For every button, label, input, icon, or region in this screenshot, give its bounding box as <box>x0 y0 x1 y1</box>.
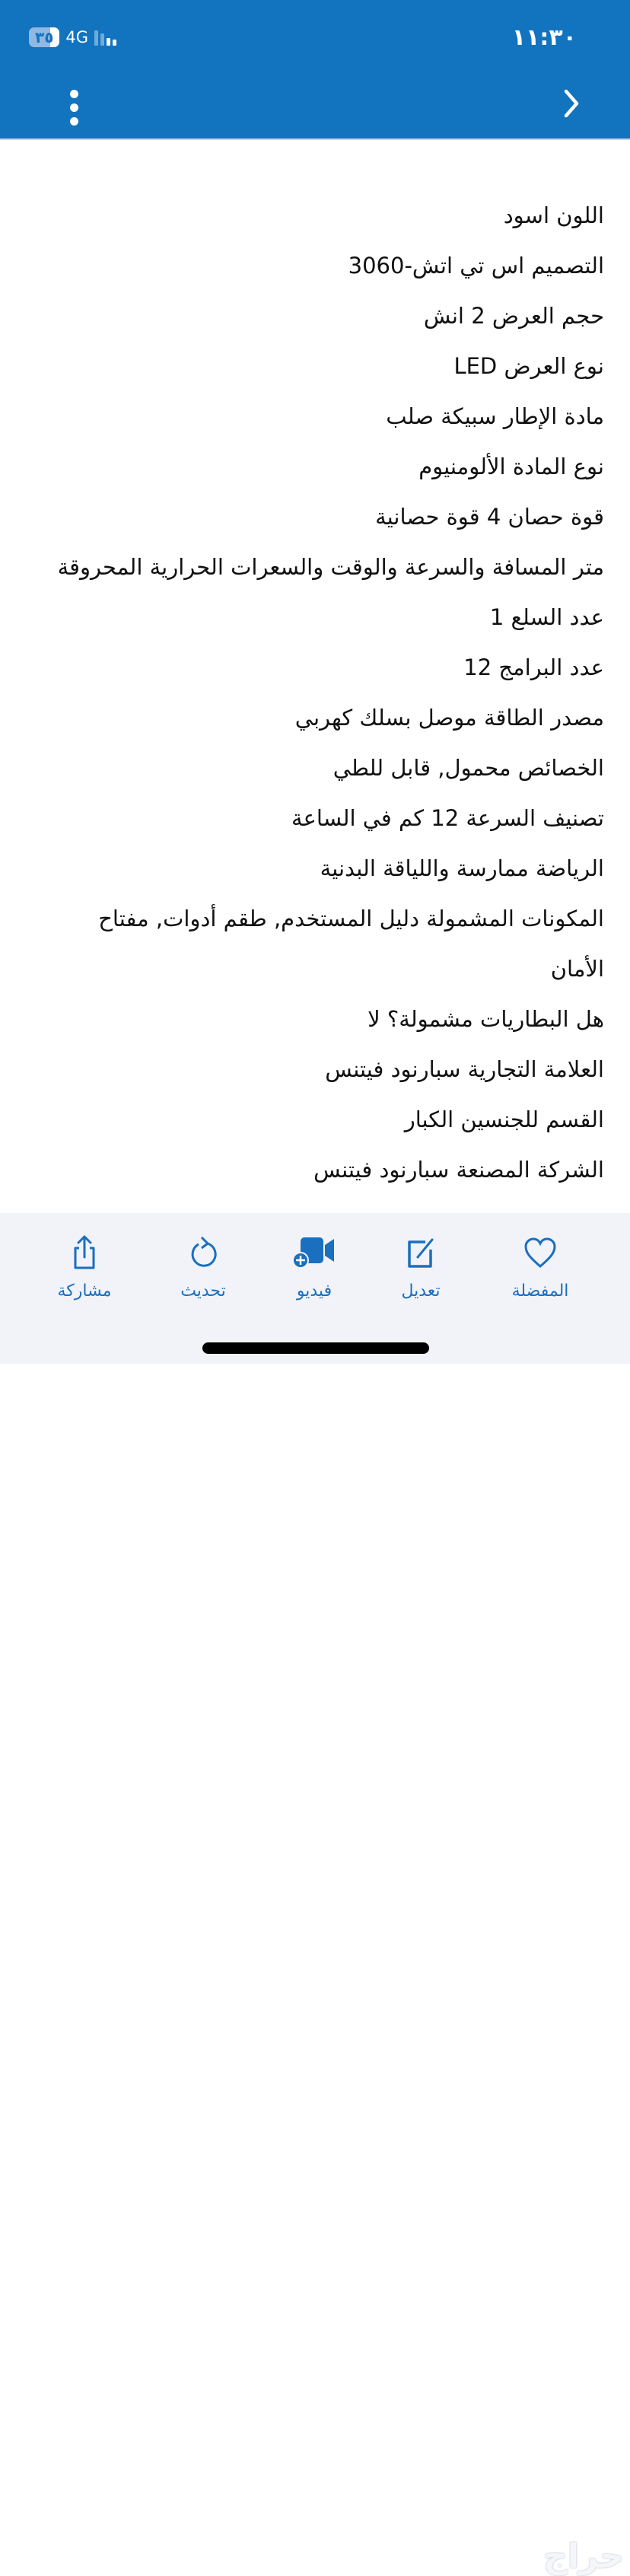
status-indicators <box>29 27 116 47</box>
product-specs <box>46 190 604 1195</box>
spec-line: قوة حصان 4 قوة حصانية <box>375 504 604 530</box>
network-type: 4G <box>65 28 89 46</box>
spec-line: مصدر الطاقة موصل بسلك كهربي <box>294 705 604 731</box>
spec-line: الخصائص محمول, قابل للطي <box>332 755 604 781</box>
bottom-toolbar <box>0 1213 630 2576</box>
refresh-label: تحديث <box>180 1282 226 1301</box>
spec-line: عدد السلع 1 <box>489 604 604 630</box>
spec-line: القسم للجنسين الكبار <box>404 1107 604 1132</box>
share-label: مشاركة <box>57 1282 112 1301</box>
share-icon <box>66 1234 103 1271</box>
spec-line: الأمان <box>550 956 604 982</box>
edit-icon <box>402 1234 439 1271</box>
home-indicator[interactable] <box>202 1342 429 1354</box>
spec-line: متر المسافة والسرعة والوقت والسعرات الحرارية المحروقة <box>57 554 604 580</box>
add-video-icon <box>291 1234 337 1271</box>
spec-line: الرياضة ممارسة واللياقة البدنية <box>320 855 604 881</box>
spec-line: نوع العرض LED <box>453 353 604 379</box>
app-header <box>0 0 630 140</box>
spec-line: الشركة المصنعة سبارنود فيتنس <box>313 1157 604 1183</box>
spec-line: التصميم اس تي اتش-3060 <box>348 253 604 279</box>
spec-line: عدد البرامج 12 <box>463 654 604 680</box>
share-button[interactable] <box>35 1234 134 1301</box>
spec-line: تصنيف السرعة 12 كم في الساعة <box>291 805 604 831</box>
status-time: ١١:٣٠ <box>511 24 577 51</box>
spec-line: هل البطاريات مشمولة؟ لا <box>368 1006 604 1032</box>
favorite-label: المفضلة <box>511 1282 569 1301</box>
chevron-right-icon[interactable] <box>563 88 580 119</box>
spec-line: اللون اسود <box>503 202 604 228</box>
haraj-logo: حراج <box>543 2537 624 2576</box>
spec-line: العلامة التجارية سبارنود فيتنس <box>325 1056 604 1082</box>
refresh-icon <box>185 1234 221 1271</box>
favorite-button[interactable] <box>491 1234 590 1301</box>
heart-icon <box>522 1234 558 1271</box>
battery-indicator: ٣٥ <box>29 27 59 47</box>
edit-button[interactable] <box>371 1234 470 1301</box>
spec-line: المكونات المشمولة دليل المستخدم, طقم أدوات, مفتاح <box>98 906 604 931</box>
spec-line: حجم العرض 2 انش <box>423 303 604 329</box>
more-vertical-icon[interactable] <box>70 90 78 126</box>
spec-line: مادة الإطار سبيكة صلب <box>386 403 604 429</box>
edit-label: تعديل <box>401 1282 441 1301</box>
refresh-button[interactable] <box>154 1234 253 1301</box>
video-button[interactable] <box>265 1234 364 1301</box>
signal-icon <box>94 29 116 46</box>
spec-line: نوع المادة الألومنيوم <box>418 454 604 479</box>
video-label: فيديو <box>296 1282 332 1301</box>
